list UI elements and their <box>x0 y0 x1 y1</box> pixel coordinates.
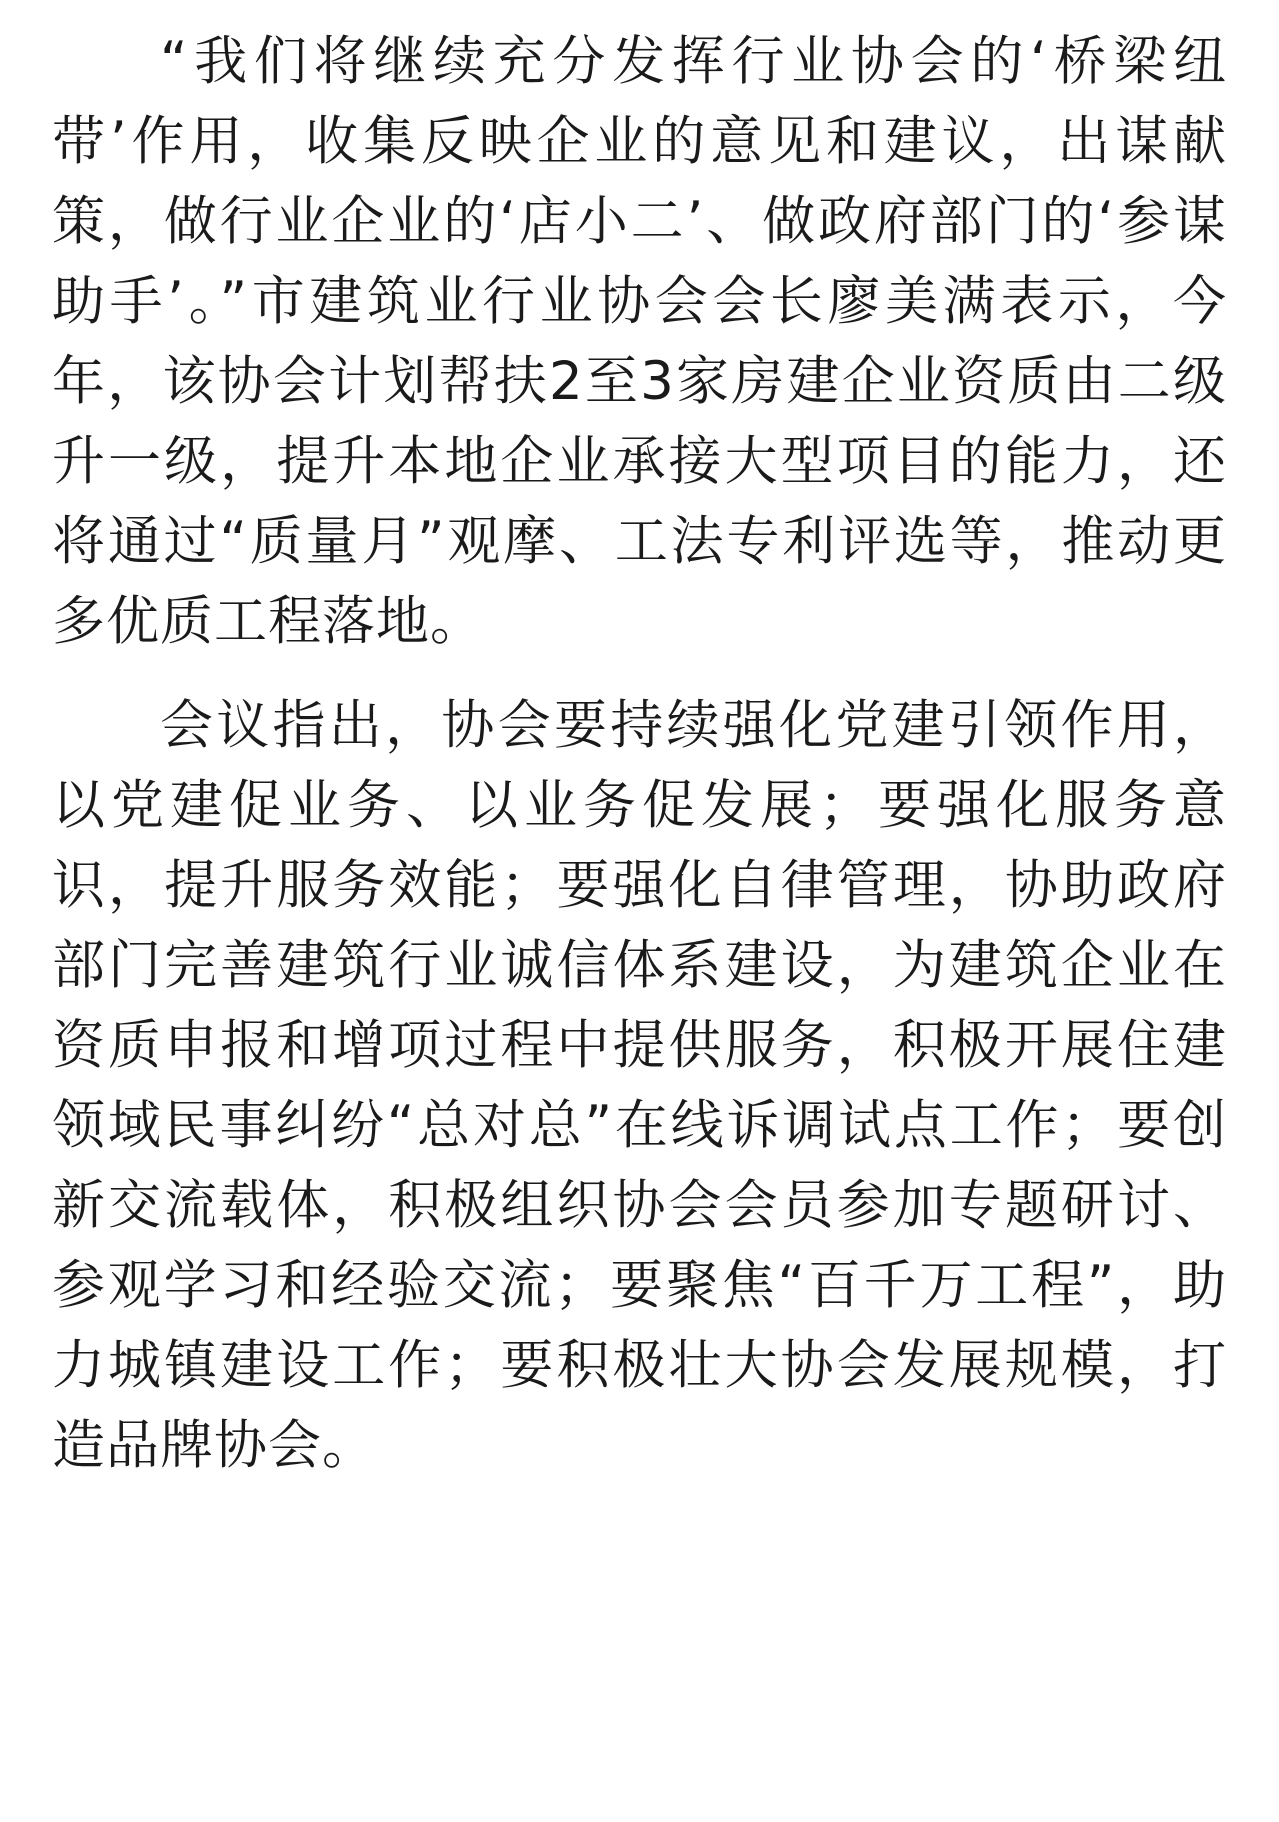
paragraph-line: 参观学习和经验交流；要聚焦“百千万工程”，助 <box>52 1255 1227 1316</box>
paragraph-line: 资质申报和增项过程中提供服务，积极开展住建 <box>52 1015 1227 1076</box>
paragraph-line: 助手’。”市建筑业行业协会会长廖美满表示，今 <box>52 271 1227 332</box>
paragraph-line: 策，做行业企业的‘店小二’、做政府部门的‘参谋 <box>52 191 1227 252</box>
paragraph-line: 造品牌协会。 <box>52 1415 376 1476</box>
paragraph-line: 带’作用，收集反映企业的意见和建议，出谋献 <box>52 111 1227 172</box>
paragraph-line: 部门完善建筑行业诚信体系建设，为建筑企业在 <box>52 935 1227 996</box>
paragraph-line: 年，该协会计划帮扶2至3家房建企业资质由二级 <box>52 351 1227 412</box>
paragraph-line: 会议指出，协会要持续强化党建引领作用， <box>160 695 1227 756</box>
paragraph-line: 将通过“质量月”观摩、工法专利评选等，推动更 <box>52 511 1227 572</box>
paragraph-line: 升一级，提升本地企业承接大型项目的能力，还 <box>52 431 1227 492</box>
paragraph-line: 领域民事纠纷“总对总”在线诉调试点工作；要创 <box>52 1095 1227 1156</box>
paragraph-line: 多优质工程落地。 <box>52 591 484 652</box>
paragraph-line: 识，提升服务效能；要强化自律管理，协助政府 <box>52 855 1227 916</box>
paragraph-line: 力城镇建设工作；要积极壮大协会发展规模，打 <box>52 1335 1227 1396</box>
paragraph-line: 以党建促业务、以业务促发展；要强化服务意 <box>52 775 1227 836</box>
paragraph-line: “我们将继续充分发挥行业协会的‘桥梁纽 <box>160 31 1227 92</box>
paragraph-line: 新交流载体，积极组织协会会员参加专题研讨、 <box>52 1175 1227 1236</box>
